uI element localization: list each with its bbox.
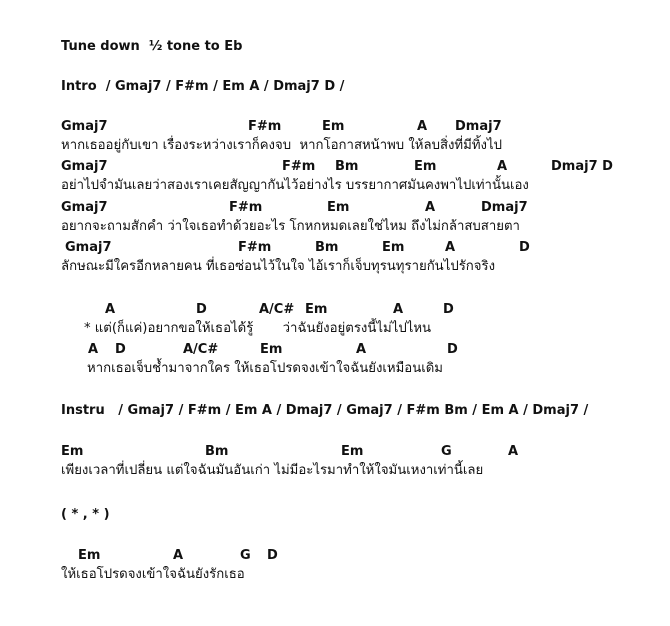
chord: Em [78, 548, 101, 563]
lyric: หากเธอเจ็บช้ำมาจากใคร ให้เธอโปรดจงเข้าใจฉันยังเหมือนเดิม [87, 361, 443, 376]
chord: F#m [238, 240, 272, 255]
chord: Dmaj7 [481, 200, 528, 215]
chord: A [425, 200, 436, 215]
chord: D [447, 342, 458, 357]
chord: Bm [205, 444, 229, 459]
chord: Em [382, 240, 405, 255]
chord: A [356, 342, 367, 357]
chord: Em [260, 342, 283, 357]
chord: Gmaj7 [61, 159, 108, 174]
lyric: ลักษณะมีใครอีกหลายคน ที่เธอซ่อนไว้ในใจ ไอ้เราก็เจ็บทุรนทุรายกันไปรักจริง [61, 259, 496, 274]
chord: Bm [335, 159, 359, 174]
chord: Em [322, 119, 345, 134]
chord: F#m [248, 119, 282, 134]
lyric: อยากจะถามสักคำ ว่าใจเธอทำด้วยอะไร โกหกหมดเลยใช่ไหม ถึงไม่กล้าสบสายตา [61, 219, 520, 234]
chord: A/C# [183, 342, 219, 357]
lyric: อย่าไปจำมันเลยว่าสองเราเคยสัญญากันไว้อย่างไร บรรยากาศมันคงพาไปเท่านั้นเอง [61, 178, 529, 193]
chord: Dmaj7 D [551, 159, 613, 174]
lyric: เพียงเวลาที่เปลี่ยน แต่ใจฉันมันอันเก่า ไม่มีอะไรมาทำให้ใจมันเหงาเท่านี้เลย [61, 463, 484, 478]
lyric: หากเธออยู่กับเขา เรื่องระหว่างเราก็คงจบ หากโอกาสหน้าพบ ให้ลบสิ่งที่มีทิ้งไป [61, 138, 502, 153]
chord: D [519, 240, 530, 255]
chord: Em [414, 159, 437, 174]
chord: Gmaj7 [61, 119, 108, 134]
intro-line: Intro / Gmaj7 / F#m / Em A / Dmaj7 D / [61, 79, 345, 94]
chord: Em [305, 302, 328, 317]
chord: Dmaj7 [455, 119, 502, 134]
chord: A [88, 342, 99, 357]
chord: G [240, 548, 251, 563]
chord: A [445, 240, 456, 255]
chord: G [441, 444, 452, 459]
chord: Bm [315, 240, 339, 255]
chord: D [267, 548, 278, 563]
chord: A [497, 159, 508, 174]
lyric: ให้เธอโปรดจงเข้าใจฉันยังรักเธอ [61, 567, 245, 582]
chord: D [196, 302, 207, 317]
instrumental-line: Instru / Gmaj7 / F#m / Em A / Dmaj7 / Gmaj7 / F#m Bm / Em A / Dmaj7 / [61, 403, 589, 418]
chord: F#m [229, 200, 263, 215]
chord: A [105, 302, 116, 317]
lyric: * แต่(ก็แค่)อยากขอให้เธอได้รู้ ว่าฉันยังอยู่ตรงนี้ไม่ไปไหน [84, 321, 432, 336]
chord: F#m [282, 159, 316, 174]
chord: Gmaj7 [61, 200, 108, 215]
repeat-marker: ( * , * ) [61, 507, 110, 522]
chord: A [173, 548, 184, 563]
chord: A [508, 444, 519, 459]
tuning-note: Tune down ½ tone to Eb [61, 39, 243, 54]
chord: Em [61, 444, 84, 459]
chord: A/C# [259, 302, 295, 317]
chord: Em [327, 200, 350, 215]
chord: Gmaj7 [65, 240, 112, 255]
chord: A [393, 302, 404, 317]
chord: D [115, 342, 126, 357]
chord: D [443, 302, 454, 317]
chord: A [417, 119, 428, 134]
chord: Em [341, 444, 364, 459]
